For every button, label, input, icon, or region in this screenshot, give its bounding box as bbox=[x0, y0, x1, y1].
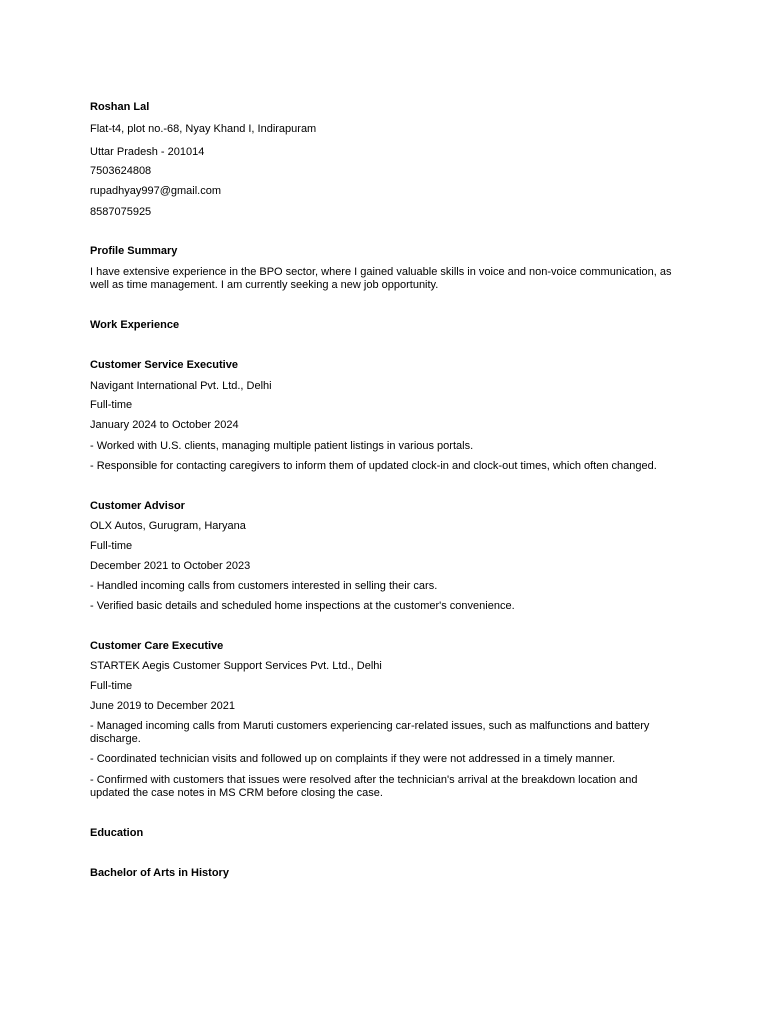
job-bullet: - Handled incoming calls from customers interested in selling their cars. bbox=[90, 580, 438, 592]
job-bullet: - Managed incoming calls from Maruti customers experiencing car-related issues, such as malfunctions and battery discharge. bbox=[90, 720, 650, 745]
job-bullet: - Worked with U.S. clients, managing multiple patient listings in various portals. bbox=[90, 440, 474, 452]
education-heading: Education bbox=[90, 827, 144, 839]
job-bullet: - Verified basic details and scheduled home inspections at the customer's convenience. bbox=[90, 600, 515, 612]
address-line-1: Flat-t4, plot no.-68, Nyay Khand I, Indirapuram bbox=[90, 123, 317, 135]
job-type: Full-time bbox=[90, 540, 133, 552]
candidate-name: Roshan Lal bbox=[90, 101, 150, 113]
profile-summary-heading: Profile Summary bbox=[90, 245, 178, 257]
job-type: Full-time bbox=[90, 399, 133, 411]
work-experience-heading: Work Experience bbox=[90, 319, 180, 331]
job-company: Navigant International Pvt. Ltd., Delhi bbox=[90, 380, 272, 392]
job-bullet: - Confirmed with customers that issues were resolved after the technician's arrival at the breakdown location and updated the case notes in MS CRM before closing the case. bbox=[90, 774, 638, 799]
job-title: Customer Advisor bbox=[90, 500, 185, 512]
job-dates: January 2024 to October 2024 bbox=[90, 419, 239, 431]
job-title: Customer Care Executive bbox=[90, 640, 224, 652]
job-bullet: - Responsible for contacting caregivers to inform them of updated clock-in and clock-out times, which often changed. bbox=[90, 460, 657, 472]
degree-title: Bachelor of Arts in History bbox=[90, 867, 229, 879]
profile-summary-text: I have extensive experience in the BPO sector, where I gained valuable skills in voice and non-voice communication, as well as time management. I am currently seeking a new job opportunity. bbox=[90, 266, 672, 291]
phone-secondary: 8587075925 bbox=[90, 206, 152, 218]
job-bullet: - Coordinated technician visits and followed up on complaints if they were not addressed in a timely manner. bbox=[90, 753, 616, 765]
job-company: STARTEK Aegis Customer Support Services Pvt. Ltd., Delhi bbox=[90, 660, 382, 672]
job-dates: December 2021 to October 2023 bbox=[90, 560, 251, 572]
job-title: Customer Service Executive bbox=[90, 359, 238, 371]
job-type: Full-time bbox=[90, 680, 133, 692]
job-company: OLX Autos, Gurugram, Haryana bbox=[90, 520, 246, 532]
address-line-2: Uttar Pradesh - 201014 bbox=[90, 146, 205, 158]
phone-primary: 7503624808 bbox=[90, 165, 152, 177]
job-dates: June 2019 to December 2021 bbox=[90, 700, 235, 712]
email-address: rupadhyay997@gmail.com bbox=[90, 185, 222, 197]
